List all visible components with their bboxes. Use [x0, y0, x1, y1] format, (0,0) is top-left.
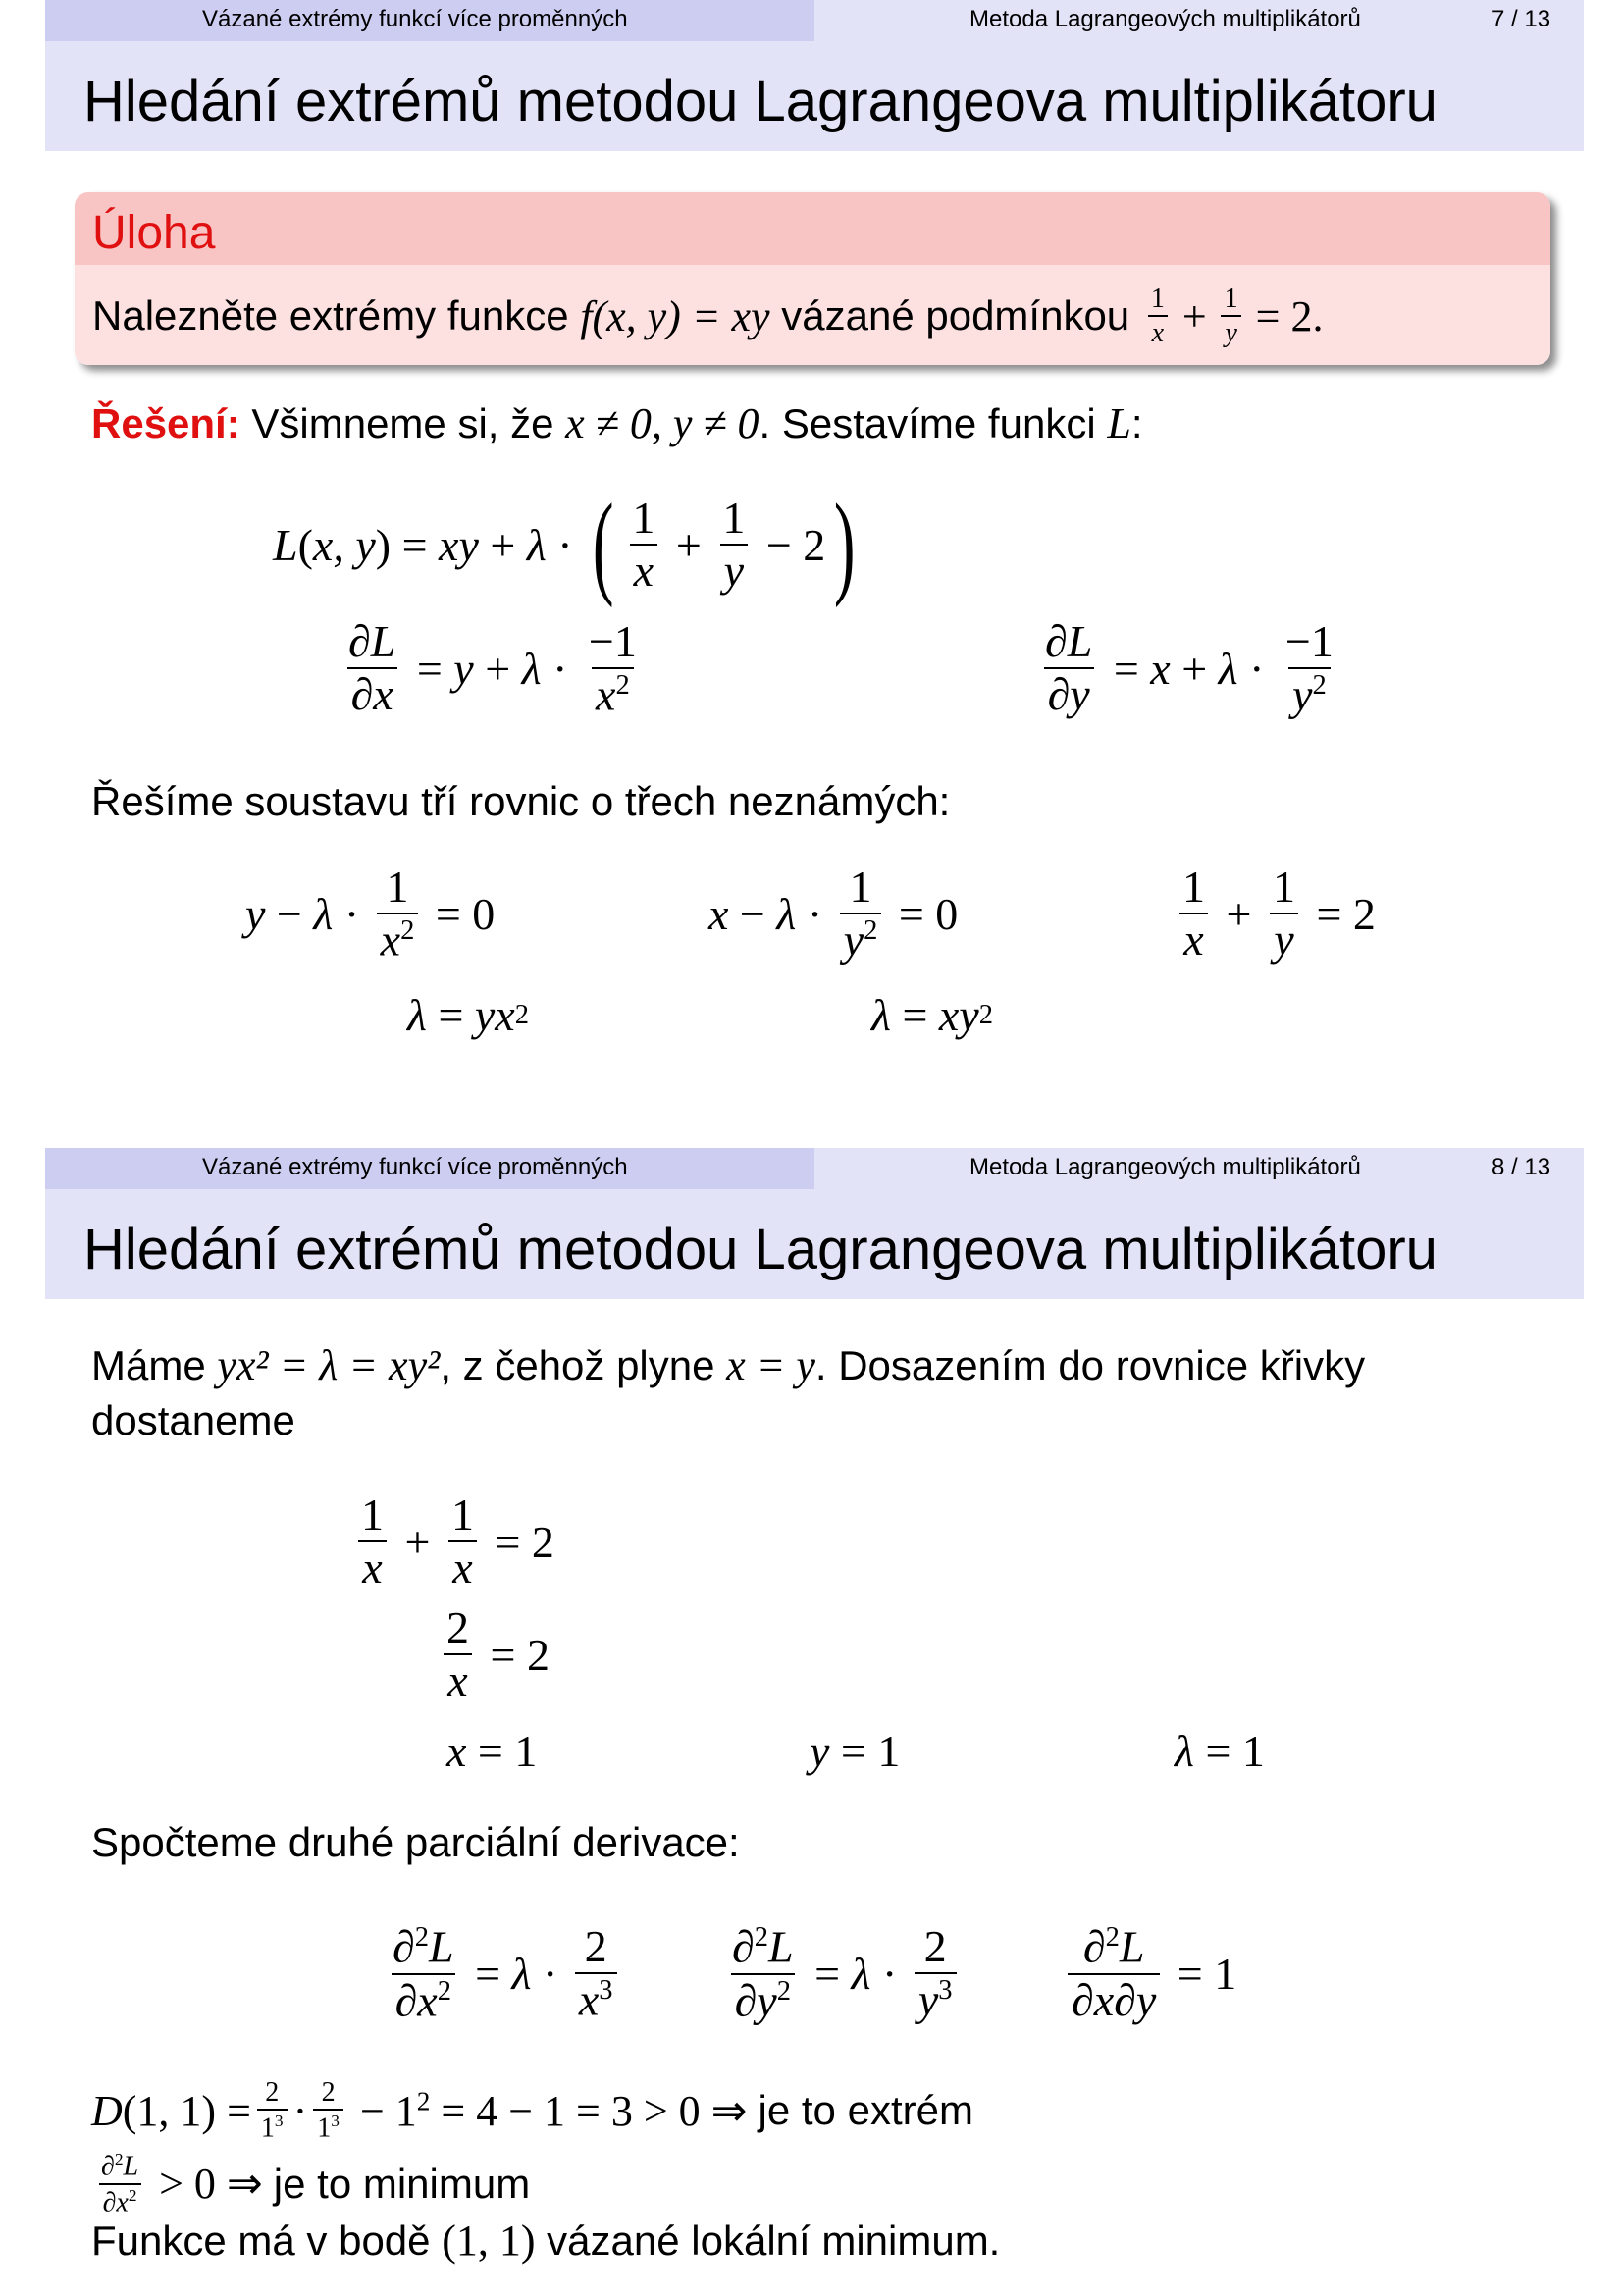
- second-derivatives-intro: Spočteme druhé parciální derivace:: [91, 1819, 740, 1865]
- headline: [45, 0, 1584, 41]
- solution-y: y = 1: [810, 1726, 901, 1776]
- paragraph-1: Máme yx² = λ = xy², z čehož plyne x = y. Dosazením do rovnice křivky: [91, 1341, 1366, 1389]
- system-eq-2: x − λ · $\frac{1}{y^2}$ = 0: [708, 861, 959, 965]
- slide-8: [0, 1148, 1623, 2296]
- lambda-eq-2: λ = xy 2: [871, 990, 993, 1040]
- subsection-title: Metoda Lagrangeových multiplikátorů: [969, 6, 1361, 32]
- system-intro: Řešíme soustavu tří rovnic o třech neznámých:: [91, 778, 951, 824]
- block-title: Úloha: [92, 207, 216, 259]
- page-number: 8 / 13: [1492, 1154, 1551, 1180]
- frame-title: Hledání extrémů metodou Lagrangeova multiplikátoru: [83, 1218, 1438, 1281]
- solution-lambda: λ = 1: [1175, 1726, 1265, 1776]
- second-deriv-xx: $\frac{\partial^2L}{\partial x^2}$ = λ · $\frac{2}{x^3}$: [383, 1923, 623, 2024]
- system-eq-1: y − λ · $\frac{1}{x^2}$ = 0: [245, 861, 496, 965]
- lagrange-function: L ( x, y ) = xy + λ · ( $\frac{1}{x}$ + $\frac{1}{y}$ − 2 ): [273, 480, 856, 608]
- task-block: [75, 192, 1550, 365]
- frame-title: Hledání extrémů metodou Lagrangeova multiplikátoru: [83, 70, 1438, 133]
- section-title: Vázané extrémy funkcí více proměnných: [202, 1154, 628, 1180]
- determinant-line: D (1, 1) = $\frac{2}{1^3}$ · $\frac{2}{1^3}$ − $1^2 = 4 - 1 = 3 > 0$ ⇒ je to extrém: [91, 2077, 973, 2144]
- headline: [45, 1148, 1584, 1189]
- lambda-eq-1: λ = yx 2: [407, 990, 529, 1040]
- system-eq-3: $\frac{1}{x}$ + $\frac{1}{y}$ = 2: [1173, 863, 1376, 965]
- conclusion: Funkce má v bodě (1, 1) vázané lokální minimum.: [91, 2217, 1001, 2265]
- frame-title-bar: [45, 1189, 1584, 1299]
- partial-x: $\frac{\partial L}{\partial x}$ = y + λ · $\frac{-1}{x^2}$: [348, 616, 637, 720]
- page-number: 7 / 13: [1492, 6, 1551, 32]
- second-deriv-xy: $\frac{\partial^2L}{\partial x\partial y}$ = 1: [1062, 1923, 1236, 2024]
- frame-title-bar: [45, 41, 1584, 151]
- subsection-title: Metoda Lagrangeových multiplikátorů: [969, 1154, 1361, 1180]
- substitution-eq-2: $\frac{2}{x}$ = 2: [437, 1604, 550, 1705]
- solution-x: x = 1: [446, 1726, 538, 1776]
- block-text: Nalezněte extrémy funkce f(x, y) = xy vázané podmínkou $\frac{1}{x}$ + $\frac{1}{y}$ = 2.: [92, 284, 1324, 349]
- minimum-line: $\frac{\partial^2L}{\partial x^2}$ > 0 ⇒ je to minimum: [91, 2151, 530, 2217]
- partial-y: $\frac{\partial L}{\partial y}$ = x + λ · $\frac{-1}{y^2}$: [1045, 616, 1334, 720]
- paragraph-1-line-2: dostaneme: [91, 1397, 295, 1443]
- solution-line: Řešení: Všimneme si, že x ≠ 0, y ≠ 0. Sestavíme funkci L:: [91, 399, 1143, 447]
- second-deriv-yy: $\frac{\partial^2L}{\partial y^2}$ = λ · $\frac{2}{y^3}$: [722, 1923, 963, 2024]
- substitution-eq-1: $\frac{1}{x}$ + $\frac{1}{x}$ = 2: [351, 1491, 554, 1592]
- section-title: Vázané extrémy funkcí více proměnných: [202, 6, 628, 32]
